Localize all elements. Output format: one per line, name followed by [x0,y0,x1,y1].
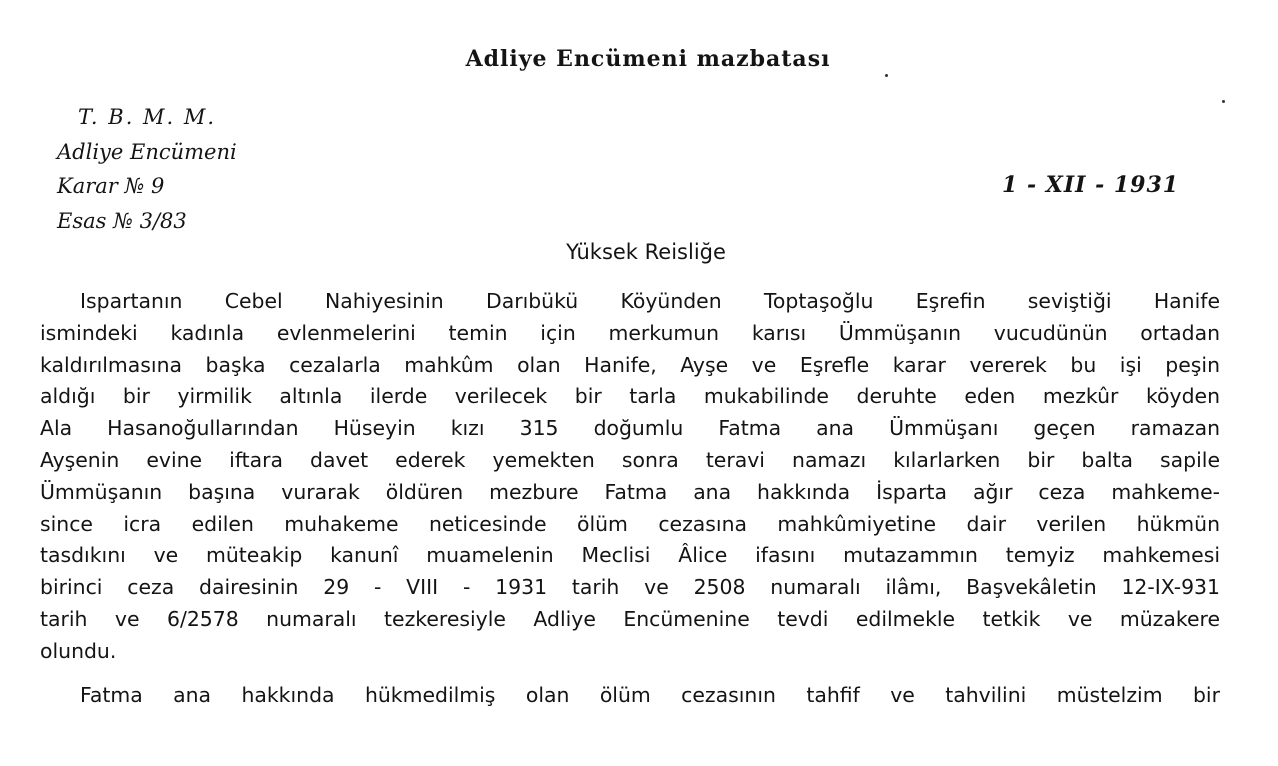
print-speck [885,74,888,77]
paragraph-1-line: since icra edilen muhakeme neticesinde ölüm cezasına mahkûmiyetine dair verilen hükmün [40,511,1220,536]
paragraph-1-line: birinci ceza dairesinin 29 - VIII - 1931 tarih ve 2508 numaralı ilâmı, Başvekâletin 12-IX-931 [40,575,1220,600]
paragraph-1-line: tasdıkını ve müteakip kanunî muamelenin Meclisi Âlice ifasını mutazammın temyiz mahkemesi [40,543,1220,568]
paragraph-1-line: ismindeki kadınla evlenmelerini temin için merkumun karısı Ümmüşanın vucudünün ortadan [40,320,1220,345]
print-speck [1222,100,1225,103]
header-line-committee: Adliye Encümeni [57,139,237,164]
header-line-tbmm: T. B. M. M. [78,105,217,129]
header-block [57,100,237,238]
paragraph-1-line: Ala Hasanoğullarından Hüseyin kızı 315 doğumlu Fatma ana Ümmüşanı geçen ramazan [40,416,1220,441]
addressee: Yüksek Reisliğe [566,240,726,264]
paragraph-1-line: Ispartanın Cebel Nahiyesinin Darıbükü Köyünden Toptaşoğlu Eşrefin seviştiği Hanife [80,289,1220,313]
paragraph-2-line: Fatma ana hakkında hükmedilmiş olan ölüm cezasının tahfif ve tahvilini müstelzim bir [80,682,1220,707]
paragraph-1-line: aldığı bir yirmilik altınla ilerde verilecek bir tarla mukabilinde deruhte eden mezkûr köyden [40,384,1220,409]
paragraph-1-line: Ümmüşanın başına vurarak öldüren mezbure Fatma ana hakkında İsparta ağır ceza mahkeme- [40,479,1220,504]
paragraph-1-line: olundu. [40,638,117,663]
header-line-karar: Karar № 9 [57,174,165,198]
document-title: Adliye Encümeni mazbatası [465,46,831,72]
paragraph-1-line: Ayşenin evine iftara davet ederek yemekten sonra teravi namazı kılarlarken bir balta sapile [40,447,1220,472]
paragraph-1-line: tarih ve 6/2578 numaralı tezkeresiyle Adliye Encümenine tevdi edilmekle tetkik ve müzakere [40,606,1220,631]
header-line-esas: Esas № 3/83 [57,208,187,233]
paragraph-gap [40,668,1220,680]
paragraph-1-line: kaldırılmasına başka cezalarla mahkûm olan Hanife, Ayşe ve Eşrefle karar vererek bu işi peşin [40,352,1220,377]
body-text [40,286,1220,711]
document-date: 1 - XII - 1931 [1002,172,1180,198]
